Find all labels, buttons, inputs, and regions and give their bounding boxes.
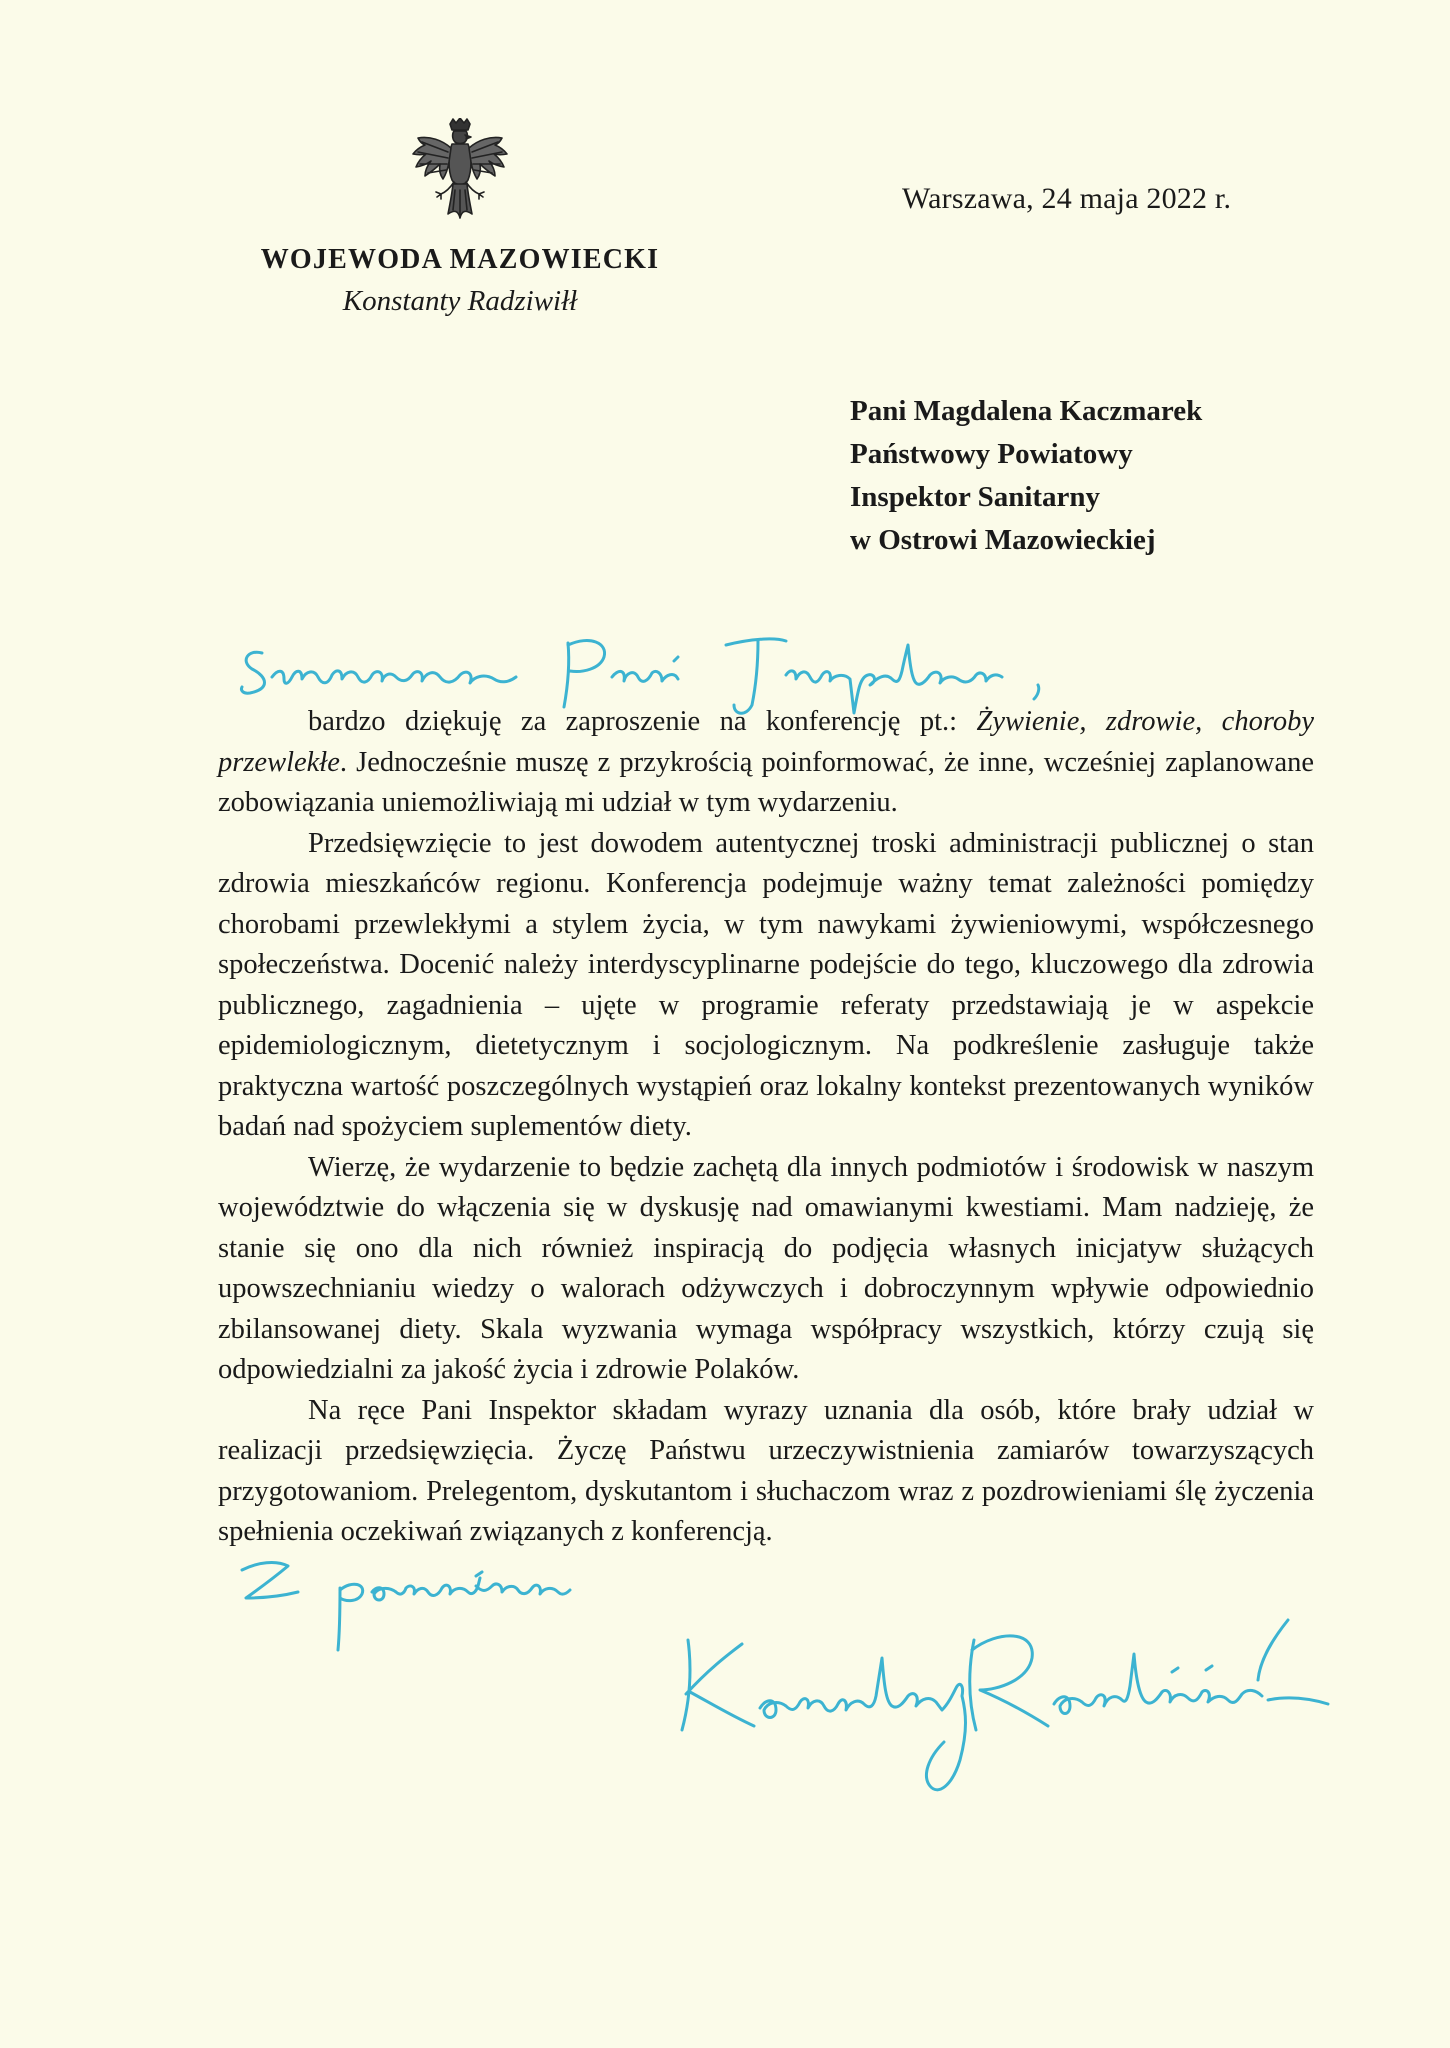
polish-eagle-emblem-icon: [408, 118, 512, 224]
sender-office: WOJEWODA MAZOWIECKI: [260, 244, 660, 275]
recipient-line: Pani Magdalena Kaczmarek: [850, 395, 1203, 427]
recipient-line: Państwowy Powiatowy: [850, 438, 1133, 470]
sender-block: [0, 240, 920, 322]
body-paragraph-4: Na ręce Pani Inspektor składam wyrazy uznania dla osób, które brały udział w realizacji przedsięwzięcia. Życzę Państwu urzeczywistnienia zamiarów towarzyszących przygotowaniom. Prelegentom, dyskutantom i słuchaczom wraz z pozdrowieniami ślę życzenia spełnienia oczekiwań związanych z konferencją.: [218, 1394, 1314, 1547]
handwritten-closing: [236, 1552, 676, 1662]
recipient-address: [850, 390, 1202, 562]
body-paragraph-3: Wierzę, że wydarzenie to będzie zachętą dla innych podmiotów i środowisk w naszym województwie do włączenia się w dyskusję nad omawianymi kwestiami. Mam nadzieję, że stanie się ono dla nich również inspiracją do podjęcia własnych inicjatyw służących upowszechnianiu wiedzy o walorach odżywczych i dobroczynnym wpływie odpowiednio zbilansowanej diety. Skala wyzwania wymaga współpracy wszystkich, którzy czują się odpowiedzialni za jakość życia i zdrowie Polaków.: [218, 1151, 1314, 1385]
body-paragraph-2: Przedsięwzięcie to jest dowodem autentycznej troski administracji publicznej o stan zdrowia mieszkańców regionu. Konferencja podejmuje ważny temat zależności pomiędzy chorobami przewlekłymi a stylem życia, w tym nawykami żywieniowymi, współczesnego społeczeństwa. Docenić należy interdyscyplinarne podejście do tego, kluczowego dla zdrowia publicznego, zagadnienia – ujęte w programie referaty przedstawiają je w aspekcie epidemiologicznym, dietetycznym i socjologicznym. Na podkreślenie zasługuje także praktyczna wartość poszczególnych wystąpień oraz lokalny kontekst prezentowanych wyników badań nad spożyciem suplementów diety.: [218, 827, 1314, 1142]
paragraph-1-rest: . Jednocześnie muszę z przykrością poinformować, że inne, wcześniej zaplanowane zobowiązania uniemożliwiają mi udział w tym wydarzeniu.: [218, 746, 1314, 818]
recipient-line: w Ostrowi Mazowieckiej: [850, 524, 1156, 556]
sender-name: Konstanty Radziwiłł: [342, 285, 578, 317]
letter-body: [218, 702, 1314, 1553]
handwritten-signature: [668, 1600, 1358, 1800]
recipient-line: Inspektor Sanitarny: [850, 481, 1101, 513]
place-and-date: Warszawa, 24 maja 2022 r.: [902, 182, 1232, 215]
body-paragraph-1: [218, 702, 1314, 824]
paragraph-1-intro: bardzo dziękuję za zaproszenie na konferencję pt.:: [308, 706, 977, 737]
conference-title: Żywienie, zdrowie, choroby przewlekłe: [218, 706, 1314, 778]
